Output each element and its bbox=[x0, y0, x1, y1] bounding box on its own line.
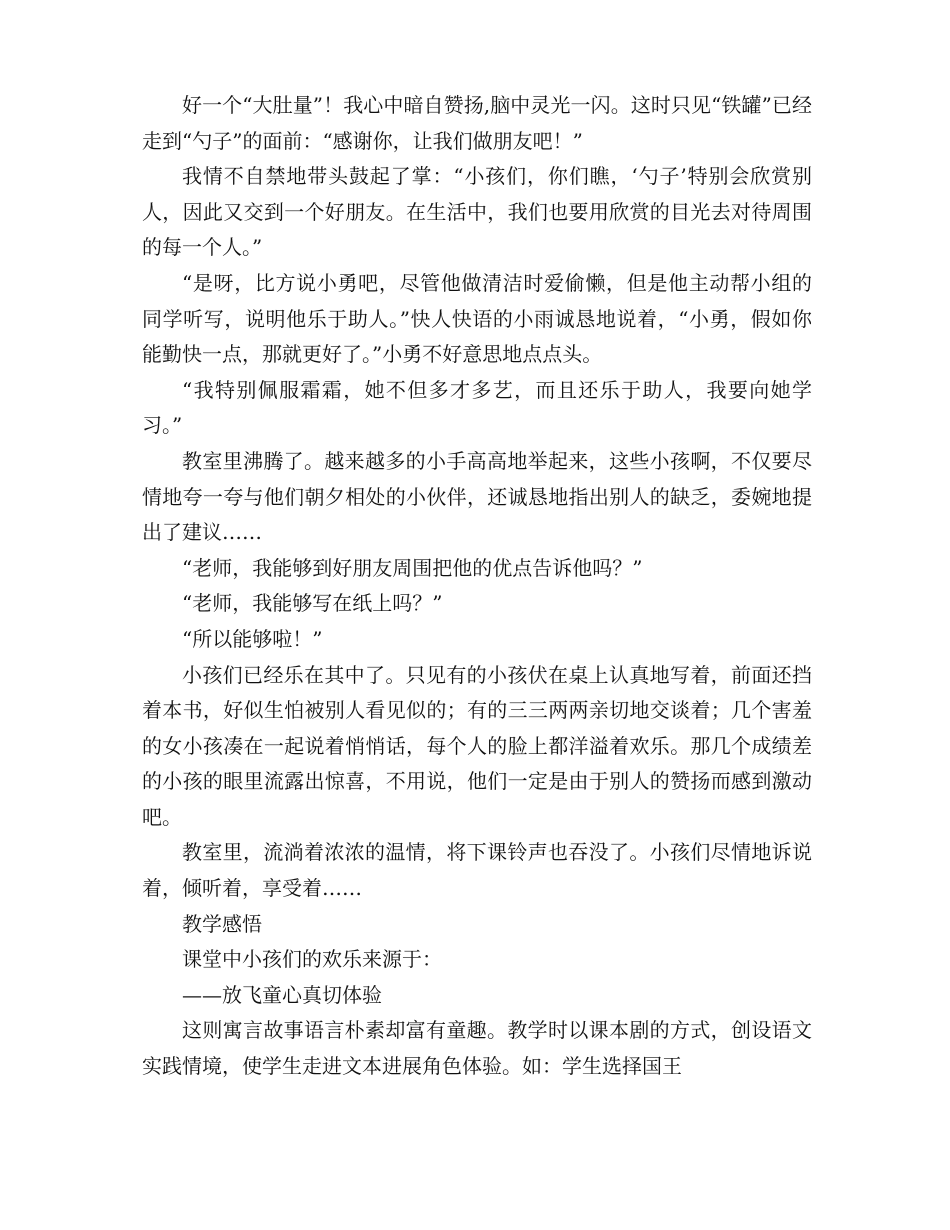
paragraph: 小孩们已经乐在其中了。只见有的小孩伏在桌上认真地写着，前面还挡着本书，好似生怕被别人看见似的；有的三三两两亲切地交谈着；几个害羞的女小孩凑在一起说着悄悄话，每个人的脸上都洋溢着欢乐。那几个成绩差的小孩的眼里流露出惊喜，不用说，他们一定是由于别人的赞扬而感到激动吧。 bbox=[142, 662, 812, 829]
paragraph: “我特别佩服霜霜，她不但多才多艺，而且还乐于助人，我要向她学习。” bbox=[142, 377, 812, 438]
paragraph: “是呀，比方说小勇吧，尽管他做清洁时爱偷懒，但是他主动帮小组的同学听写，说明他乐于助人。”快人快语的小雨诚恳地说着，“小勇，假如你能勤快一点，那就更好了。”小勇不好意思地点点头。 bbox=[142, 270, 812, 367]
subheading: ——放飞童心真切体验 bbox=[182, 982, 382, 1007]
paragraph: “老师，我能够写在纸上吗？” bbox=[182, 591, 443, 616]
document-body bbox=[142, 88, 812, 1085]
paragraph: 我情不自禁地带头鼓起了掌：“小孩们，你们瞧，‘勺子’特别会欣赏别人，因此又交到一个好朋友。在生活中，我们也要用欣赏的目光去对待周围的每一个人。” bbox=[142, 164, 812, 260]
paragraph: 好一个“大肚量”！我心中暗自赞扬,脑中灵光一闪。这时只见“铁罐”已经走到“勺子”的面前：“感谢你，让我们做朋友吧！” bbox=[142, 93, 812, 153]
paragraph: 课堂中小孩们的欢乐来源于： bbox=[182, 947, 442, 972]
paragraph: 这则寓言故事语言朴素却富有童趣。教学时以课本剧的方式，创设语文实践情境，使学生走进文本进展角色体验。如：学生选择国王 bbox=[142, 1018, 812, 1079]
paragraph: 教室里沸腾了。越来越多的小手高高地举起来，这些小孩啊，不仅要尽情地夸一夸与他们朝夕相处的小伙伴，还诚恳地指出别人的缺乏，委婉地提出了建议…… bbox=[142, 448, 812, 545]
paragraph: 教室里，流淌着浓浓的温情，将下课铃声也吞没了。小孩们尽情地诉说着，倾听着，享受着…… bbox=[142, 840, 812, 901]
paragraph: “所以能够啦！” bbox=[182, 626, 323, 651]
section-heading: 教学感悟 bbox=[182, 911, 262, 936]
paragraph: “老师，我能够到好朋友周围把他的优点告诉他吗？” bbox=[182, 555, 643, 580]
